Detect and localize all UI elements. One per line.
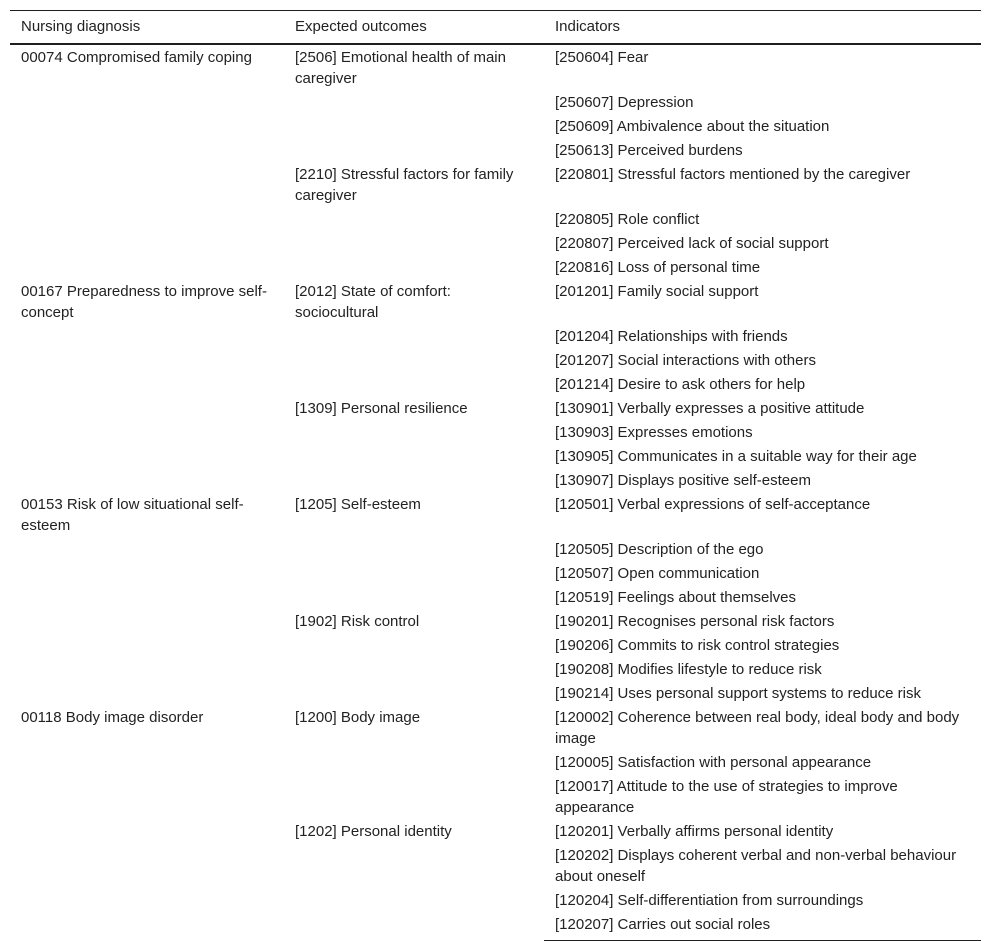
header-nursing-diagnosis: Nursing diagnosis [10,11,284,45]
outcome-cell: [2210] Stressful factors for family caregiver [295,166,514,204]
table-container [10,10,981,941]
indicator-cell: [120207] Carries out social roles [544,912,981,941]
indicator-cell: [250613] Perceived burdens [555,142,743,159]
indicator-cell: [201207] Social interactions with others [555,352,816,369]
header-indicators: Indicators [544,11,981,45]
indicator-cell: [220801] Stressful factors mentioned by the caregiver [555,166,911,183]
diagnosis-cell: 00153 Risk of low situational self-esteem [21,496,244,534]
indicator-cell: [120519] Feelings about themselves [555,589,796,606]
indicator-cell: [120501] Verbal expressions of self-acceptance [555,496,871,513]
diagnosis-cell: 00074 Compromised family coping [21,49,252,66]
indicator-cell: [130901] Verbally expresses a positive attitude [555,400,865,417]
outcome-cell: [1205] Self-esteem [295,496,421,513]
table-body [10,44,981,941]
table-row [10,705,981,750]
indicator-cell: [220805] Role conflict [555,211,700,228]
header-row [10,11,981,45]
indicator-cell: [190208] Modifies lifestyle to reduce risk [555,661,822,678]
indicator-cell: [130907] Displays positive self-esteem [555,472,811,489]
indicator-cell: [120507] Open communication [555,565,760,582]
indicator-cell: [120202] Displays coherent verbal and non-verbal behaviour about oneself [555,847,957,885]
indicator-cell: [190201] Recognises personal risk factors [555,613,835,630]
indicator-cell: [190206] Commits to risk control strategies [555,637,840,654]
indicator-cell: [250607] Depression [555,94,694,111]
indicator-cell: [130903] Expresses emotions [555,424,753,441]
indicator-cell: [120204] Self-differentiation from surroundings [555,892,864,909]
outcome-cell: [1902] Risk control [295,613,420,630]
indicator-cell: [120505] Description of the ego [555,541,764,558]
outcome-cell: [2506] Emotional health of main caregiver [295,49,506,87]
indicator-cell: [201214] Desire to ask others for help [555,376,806,393]
indicator-cell: [120005] Satisfaction with personal appearance [555,754,872,771]
indicator-cell: [250609] Ambivalence about the situation [555,118,830,135]
indicator-cell: [201201] Family social support [555,283,759,300]
indicator-cell: [130905] Communicates in a suitable way for their age [555,448,917,465]
table-row [10,279,981,324]
indicator-cell: [201204] Relationships with friends [555,328,788,345]
indicator-cell: [220816] Loss of personal time [555,259,761,276]
outcome-cell: [1200] Body image [295,709,421,726]
outcome-cell: [1309] Personal resilience [295,400,468,417]
indicator-cell: [220807] Perceived lack of social support [555,235,829,252]
nursing-care-table [10,10,981,941]
indicator-cell: [120017] Attitude to the use of strategies to improve appearance [555,778,898,816]
table-row [10,44,981,90]
indicator-cell: [120002] Coherence between real body, ideal body and body image [555,709,960,747]
outcome-cell: [1202] Personal identity [295,823,452,840]
header-expected-outcomes: Expected outcomes [284,11,544,45]
diagnosis-cell: 00167 Preparedness to improve self-concept [21,283,267,321]
diagnosis-cell: 00118 Body image disorder [21,709,204,726]
outcome-cell: [2012] State of comfort: sociocultural [295,283,451,321]
indicator-cell: [190214] Uses personal support systems to reduce risk [555,685,922,702]
table-header [10,11,981,45]
indicator-cell: [120201] Verbally affirms personal identity [555,823,834,840]
indicator-cell: [250604] Fear [555,49,649,66]
table-row [10,492,981,537]
